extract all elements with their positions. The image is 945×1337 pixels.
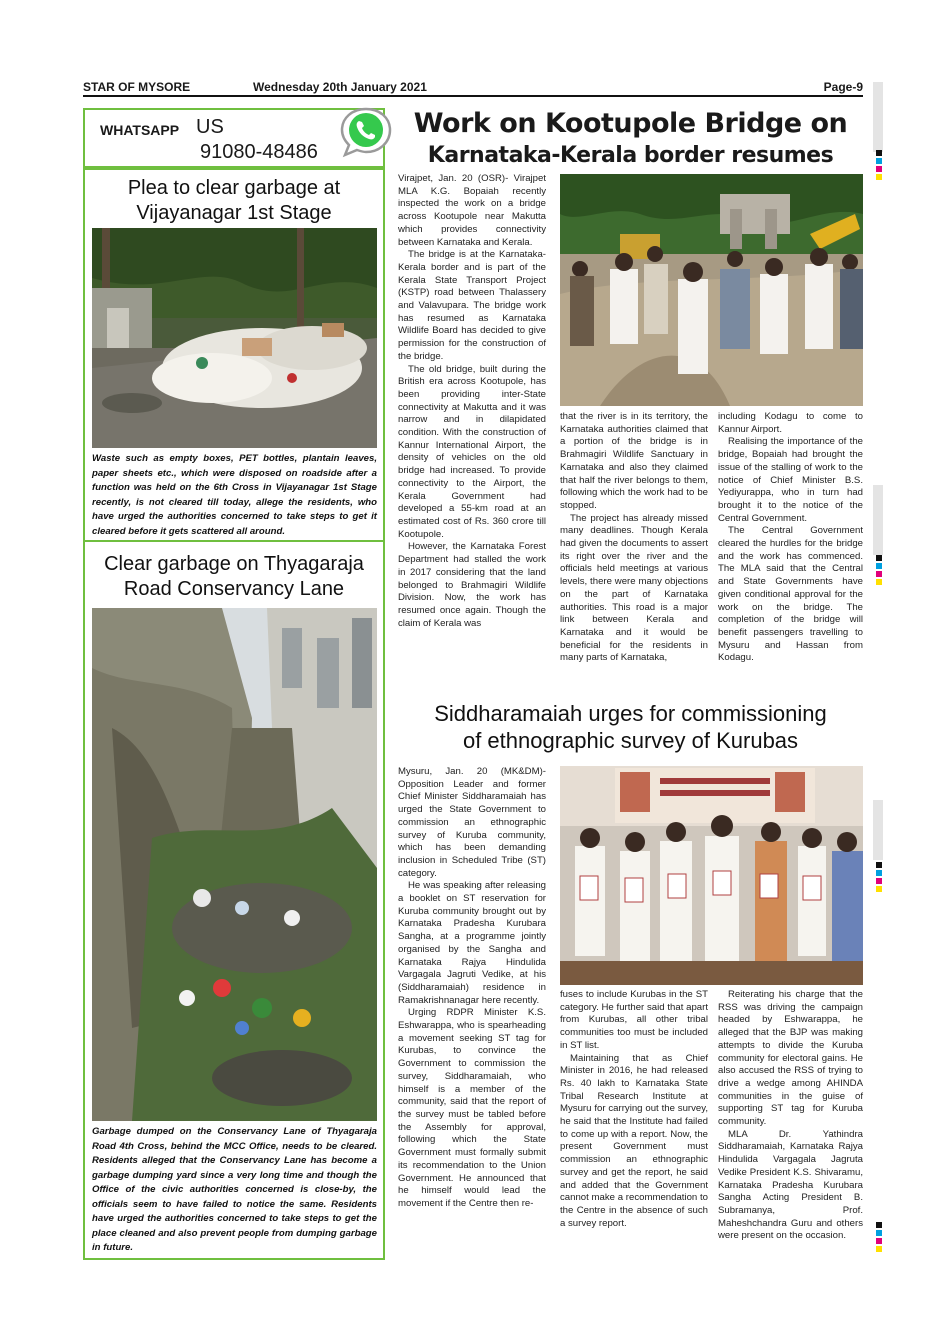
left-story-1-title-line1: Plea to clear garbage at <box>127 177 341 199</box>
article-2-paragraph: Urging RDPR Minister K.S. Eshwarappa, who is spearheading a movement seeking ST tag for Kurubas, to convince the Government to commission the survey, Siddharamaiah, who himself is a member of the community, said that the report of the survey must be tabled before the Assembly for approval, following which the State Government must formally submit its recommendation to the Union Government. He announced that he himself would lead the movement if the Centre then re- <box>398 1007 546 1209</box>
article-1-column-1 <box>398 173 546 630</box>
article-1-paragraph: Realising the importance of the bridge, Bopaiah had brought the issue of the stalling of work to the notice of Chief Minister B.S. Yediyurappa, who in turn had brought it to the notice of the Central Government. <box>718 436 863 524</box>
article-1-column-3 <box>718 411 863 665</box>
article-1-column-2 <box>560 411 708 665</box>
article-1-paragraph: The project has already missed many deadlines. Though Kerala had given the documents to assert its right over the river and the officials held meetings at various levels, there were many objections on the part of Karnataka authorities. This road is a major link between Kerala and Karnataka and it would be beneficial for the residents in many parts of Karnataka, <box>560 512 708 664</box>
article-2-paragraph: Mysuru, Jan. 20 (MK&DM)- Opposition Leader and former Chief Minister Siddharamaiah has urged the State Government to commission an ethnographic survey of Kuruba community, which has been demanding inclusion in Scheduled Tribe (ST) category. <box>398 766 546 879</box>
registration-strip <box>873 485 883 555</box>
registration-black <box>876 862 882 868</box>
article-2-headline-line2: of ethnographic survey of Kurubas <box>462 728 799 753</box>
left-story-1-caption: Waste such as empty boxes, PET bottles, plantain leaves, paper sheets etc., which were disposed on roadside after a function was held on the 6th Cross in Vijayanagar 1st Stage recently, is not cleared till today, allege the residents, who have urged the authorities concerned to take steps to get it cleared before it gets scattered all around. <box>92 453 377 537</box>
booklet-release-photo <box>560 766 863 985</box>
article-2-headline-line1: Siddharamaiah urges for commissioning <box>434 701 827 726</box>
left-story-1-title <box>90 176 378 226</box>
registration-strip <box>873 82 883 152</box>
registration-black <box>876 555 882 561</box>
article-2-paragraph: He was speaking after releasing a booklet on ST reservation for Kuruba community brought out by Karnataka Pradesha Kurubara Sangha, at a programme jointly organised by the Sangha and Karnataka Rajya Hindulida Vargagala Jagruti Vedike, at his (Siddharamaiah) residence in Ramakrishnanagar here recently. <box>398 880 546 1006</box>
article-1-paragraph: Virajpet, Jan. 20 (OSR)- Virajpet MLA K.G. Bopaiah recently inspected the work on a bridge across Kootupole near Makutta which provides connectivity between Karnataka and Kerala. <box>398 173 546 248</box>
registration-yellow <box>876 579 882 585</box>
registration-magenta <box>876 166 882 172</box>
left-story-1-title-line2: Vijayanagar 1st Stage <box>136 202 332 224</box>
article-1-paragraph: The old bridge, built during the British era across Kootupole, has been providing inter-State connectivity at Makutta and it was narrow and in dilapidated condition. With the construction of Kannur International Airport, the density of vehicles on the old bridge had increased. To provide connectivity to the Airport, the Kerala Government had developed a 55-km road at an estimated cost of Rs. 360 crore till Kootupole. <box>398 363 546 540</box>
whatsapp-icon <box>338 106 394 163</box>
article-2-column-1 <box>398 766 546 1211</box>
header-rule <box>83 95 863 97</box>
registration-magenta <box>876 878 882 884</box>
article-2-paragraph: Reiterating his charge that the RSS was driving the campaign headed by Eshwarappa, he alleged that the BJP was making attempts to divide the Kuruba community for electoral gains. He also accused the RSS of trying to drive a wedge among AHINDA communities in the guise of supporting ST tag for Kuruba community. <box>718 989 863 1128</box>
registration-yellow <box>876 174 882 180</box>
registration-magenta <box>876 571 882 577</box>
registration-cyan <box>876 158 882 164</box>
left-story-2-title-line2: Road Conservancy Lane <box>123 578 345 600</box>
registration-cyan <box>876 1230 882 1236</box>
article-1-headline-line2: Karnataka-Kerala border resumes <box>427 143 834 168</box>
left-story-2-title-line1: Clear garbage on Thyagaraja <box>104 553 364 575</box>
registration-black <box>876 1222 882 1228</box>
article-2-paragraph: Maintaining that as Chief Minister in 2016, he had released Rs. 40 lakh to Karnataka State Tribal Research Institute at Mysuru for carrying out the survey, he said that the Institute had failed to come up with a report. Now, the present Government must commission an ethnographic survey and get the report, he said and added that the Government cannot make a recommendation to the Centre in the absence of such a survey report. <box>560 1052 708 1229</box>
registration-magenta <box>876 1238 882 1244</box>
garbage-photo-thyagaraja <box>92 608 377 1121</box>
section-rule <box>83 540 385 542</box>
garbage-photo-vijayanagar <box>92 228 377 448</box>
article-1-paragraph: including Kodagu to come to Kannur Airport. <box>718 411 863 435</box>
registration-strip <box>873 800 883 860</box>
left-story-2-caption: Garbage dumped on the Conservancy Lane of Thyagaraja Road 4th Cross, behind the MCC Office, needs to be cleared. Residents alleged that the Conservancy Lane has become a garbage dumping yard since a very long time and though the Office of the civic authorities concerned is close-by, the officials seem to have failed to notice the same. Residents have urged the authorities concerned to take steps to get the place cleaned and also prevent people from dumping garbage in future. <box>92 1126 377 1253</box>
issue-date: Wednesday 20th January 2021 <box>253 80 427 94</box>
whatsapp-label: WHATSAPP <box>100 122 180 138</box>
article-1-paragraph: that the river is in its territory, the Karnataka authorities claimed that a portion of the bridge is in Brahmagiri Wildlife Sanctuary in Karnataka and also they claimed that half the river belongs to them, following which the work had to be stopped. <box>560 411 708 511</box>
article-1-paragraph: The Central Government cleared the hurdles for the bridge and the work has commenced. The MLA said that the Central and State Governments have given conditional approval for the work on the bridge. The completion of the bridge will benefit passengers travelling to Mysuru and Hassan from Kodagu. <box>718 525 863 664</box>
registration-yellow <box>876 886 882 892</box>
article-2-column-2 <box>560 989 708 1230</box>
whatsapp-number[interactable]: 91080-48486 <box>200 141 318 163</box>
registration-cyan <box>876 563 882 569</box>
article-1-paragraph: However, the Karnataka Forest Department had stalled the work in 2017 considering that the land belonged to Brahmagiri Wildlife Division. Now, the work has resumed once again. Though the claim of Kerala was <box>398 541 546 629</box>
section-rule <box>83 168 385 170</box>
page-number: Page-9 <box>823 80 863 94</box>
article-2-paragraph: fuses to include Kurubas in the ST category. He further said that apart from Kurubas, all other tribal communities too must be included in ST list. <box>560 989 708 1051</box>
publication-name: STAR OF MYSORE <box>83 80 191 94</box>
article-1-headline-line1: Work on Kootupole Bridge on <box>413 108 848 139</box>
whatsapp-us: US <box>196 116 224 138</box>
bridge-inspection-photo <box>560 174 863 406</box>
registration-black <box>876 150 882 156</box>
article-1-paragraph: The bridge is at the Karnataka-Kerala border and is part of the Kerala State Transport Project (KSTP) road between Thalassery and Valavupara. The bridge work has resumed as Karnataka Wildlife Board has decided to give permission for the construction of the bridge. <box>398 249 546 362</box>
article-2-paragraph: MLA Dr. Yathindra Siddharamaiah, Karnataka Rajya Hindulida Vargagala Jagruta Vedike President K.S. Shivaramu, Karnataka Pradesha Kurubara Sangha Acting President B. Subramanya, Prof. Maheshchandra Guru and others were present on the occasion. <box>718 1128 863 1242</box>
left-story-2-title <box>90 552 378 602</box>
registration-yellow <box>876 1246 882 1252</box>
registration-cyan <box>876 870 882 876</box>
article-2-column-3 <box>718 989 863 1243</box>
